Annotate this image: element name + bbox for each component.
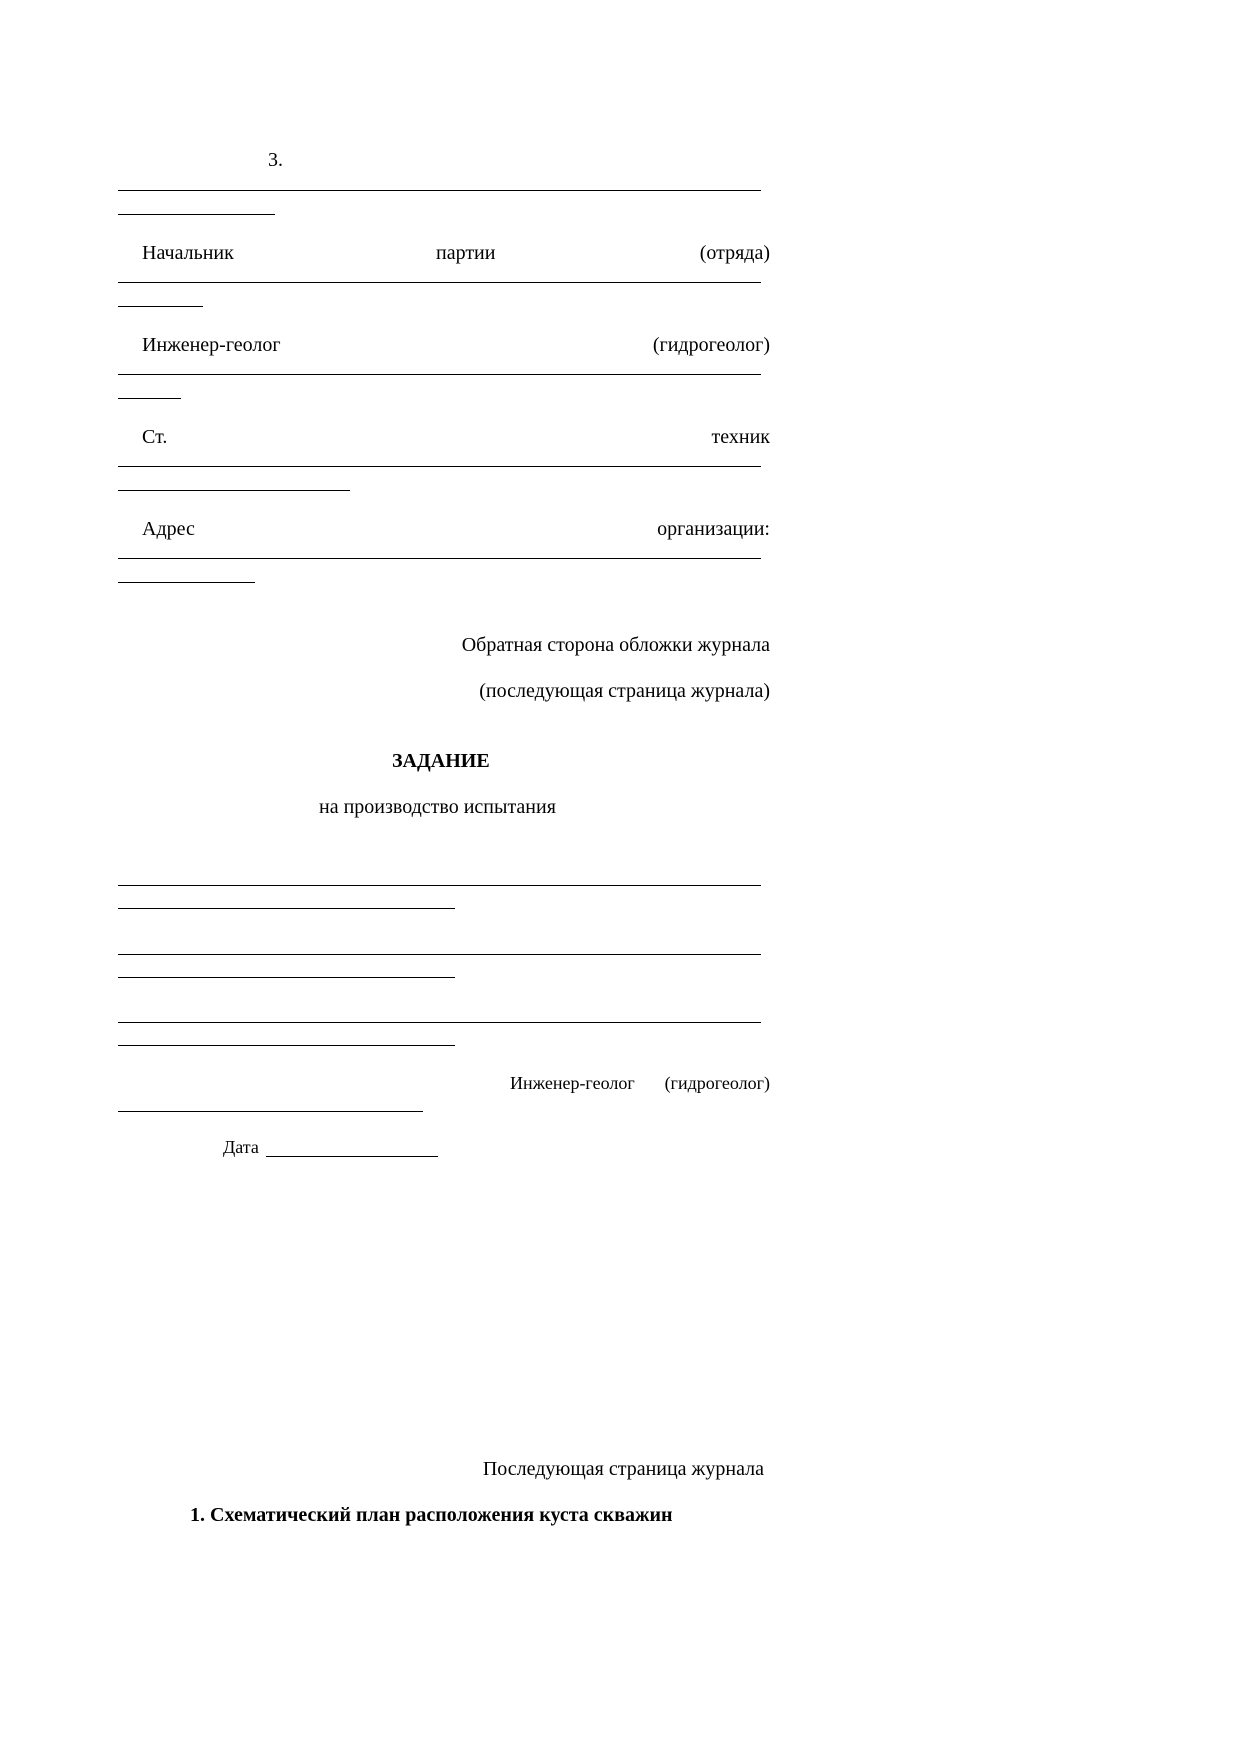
- fill-line: [118, 190, 761, 191]
- technician-row: [142, 425, 770, 449]
- address-line: [118, 582, 255, 583]
- back-cover-subheading: (последующая страница журнала): [479, 680, 770, 702]
- date-line: [266, 1156, 438, 1157]
- task-engineer-label-2: (гидрогеолог): [664, 1073, 770, 1093]
- task-line: [118, 954, 761, 955]
- task-title: ЗАДАНИЕ: [392, 750, 490, 772]
- engineer-label-1: Инженер-геолог: [142, 334, 281, 356]
- task-subtitle: на производство испытания: [319, 796, 556, 818]
- back-cover-heading: Обратная сторона обложки журнала: [461, 634, 770, 656]
- technician-label-1: Ст.: [142, 426, 168, 448]
- chief-signature-line: [118, 306, 203, 307]
- task-line: [118, 885, 761, 886]
- task-engineer-label-1: Инженер-геолог: [510, 1073, 635, 1093]
- technician-signature-line: [118, 466, 761, 467]
- date-label: Дата: [223, 1137, 259, 1157]
- item-number: 3.: [268, 149, 283, 171]
- task-line: [118, 1022, 761, 1023]
- engineer-row: [142, 333, 770, 357]
- engineer-signature-line: [118, 398, 181, 399]
- task-engineer-signature-line: [118, 1111, 423, 1112]
- technician-signature-line: [118, 490, 350, 491]
- next-page-heading: Последующая страница журнала: [482, 1458, 764, 1480]
- chief-row: [142, 241, 770, 265]
- chief-label-3: (отряда): [699, 242, 770, 264]
- fill-line: [118, 214, 275, 215]
- engineer-signature-line: [118, 374, 761, 375]
- section-title: 1. Схематический план расположения куста скважин: [190, 1504, 673, 1526]
- chief-signature-line: [118, 282, 761, 283]
- task-line: [118, 977, 455, 978]
- address-row: [142, 517, 770, 541]
- engineer-label-2: (гидрогеолог): [652, 334, 770, 356]
- chief-label-1: Начальник: [142, 242, 234, 264]
- address-line: [118, 558, 761, 559]
- technician-label-2: техник: [711, 426, 770, 448]
- address-label-2: организации:: [657, 518, 770, 540]
- task-line: [118, 908, 455, 909]
- address-label-1: Адрес: [142, 518, 195, 540]
- chief-label-2: партии: [436, 242, 496, 264]
- task-line: [118, 1045, 455, 1046]
